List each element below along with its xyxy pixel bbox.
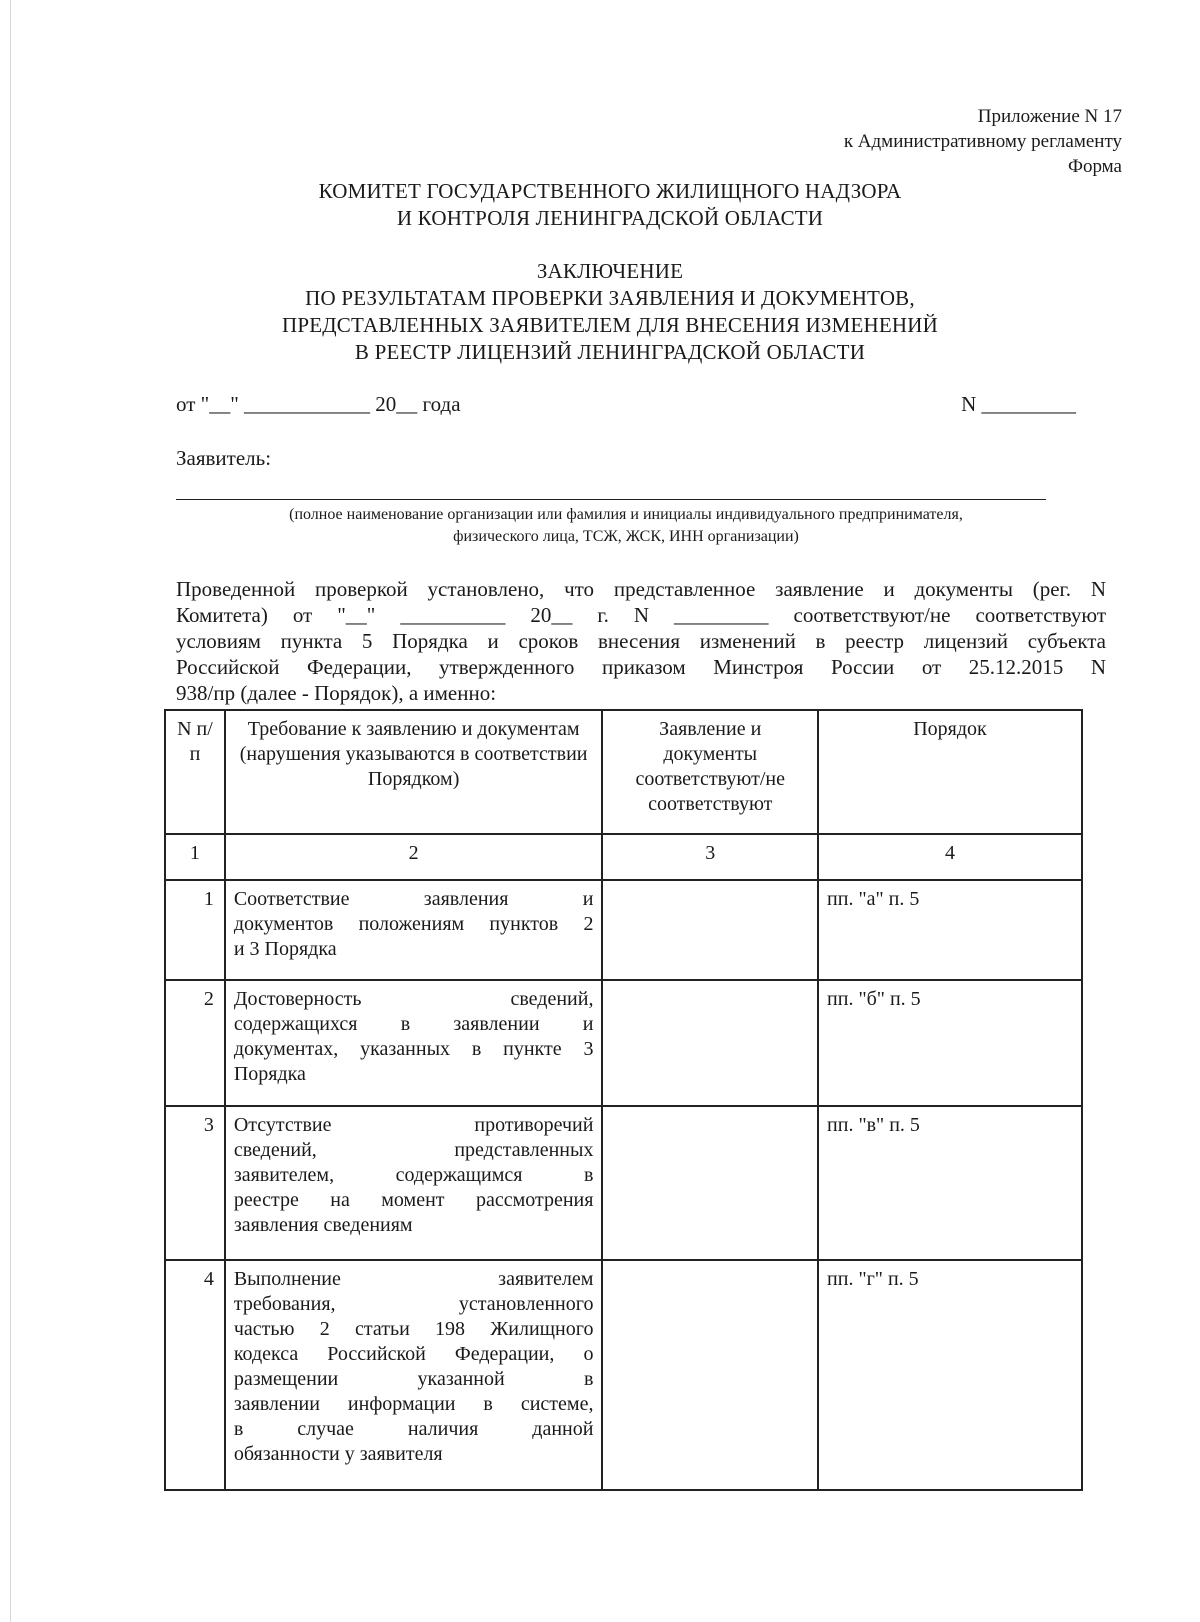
appendix-regulation: к Административному регламенту [843,131,1122,152]
requirement-line: Достоверность сведений, [233,988,594,1010]
requirement-line: Порядка [233,1063,306,1085]
conclusion-line-3: ПРЕДСТАВЛЕННЫХ ЗАЯВИТЕЛЕМ ДЛЯ ВНЕСЕНИЯ ИЗМЕНЕНИЙ [281,313,939,337]
conclusion-line-2: ПО РЕЗУЛЬТАТАМ ПРОВЕРКИ ЗАЯВЛЕНИЯ И ДОКУМЕНТОВ, [305,286,915,310]
requirement-line: Отсутствие противоречий [233,1114,594,1136]
requirement-line: заявления сведениям [233,1214,413,1236]
row-procedure-ref: пп. "а" п. 5 [818,880,1082,980]
check-paragraph-line-5: 938/пр (далее - Порядок), а именно: [176,681,497,705]
applicant-hint [176,504,1076,548]
column-number-1: 1 [165,834,225,880]
requirement-line: Соответствие заявления и [233,888,594,910]
appendix-header [844,104,1122,179]
applicant-hint-line-2: физического лица, ТСЖ, ЖСК, ИНН организации) [453,528,799,545]
row-number: 1 [165,880,225,980]
requirement-line: частью 2 статьи 198 Жилищного [233,1318,594,1340]
row-number: 4 [165,1260,225,1490]
check-paragraph-line-3: условиям пункта 5 Порядка и сроков внесения изменений в реестр лицензий субъекта [176,629,1106,653]
check-paragraph [176,576,1106,706]
table-row [165,880,1082,980]
requirement-line: в случае наличия данной [233,1418,594,1440]
row-compliance-cell [602,1106,818,1260]
appendix-number: Приложение N 17 [977,106,1122,127]
row-compliance-cell [602,880,818,980]
row-requirement [225,880,603,980]
conclusion-line-1: ЗАКЛЮЧЕНИЕ [536,259,684,283]
table-row [165,1106,1082,1260]
committee-line-2: И КОНТРОЛЯ ЛЕНИНГРАДСКОЙ ОБЛАСТИ [396,206,824,230]
requirement-line: размещении указанной в [233,1368,594,1390]
requirement-line: заявлении информации в системе, [233,1393,594,1415]
conclusion-line-4: В РЕЕСТР ЛИЦЕНЗИЙ ЛЕНИНГРАДСКОЙ ОБЛАСТИ [354,340,866,364]
row-compliance-cell [602,980,818,1106]
requirement-line: Выполнение заявителем [233,1268,594,1290]
requirement-line: документов положениям пунктов 2 [233,913,594,935]
committee-line-1: КОМИТЕТ ГОСУДАРСТВЕННОГО ЖИЛИЩНОГО НАДЗОРА [318,179,902,203]
requirement-line: обязанности у заявителя [233,1443,443,1465]
requirement-line: и 3 Порядка [233,938,337,960]
committee-title [170,178,1050,232]
check-paragraph-line-4: Российской Федерации, утвержденного приказом Минстроя России от 25.12.2015 N [176,655,1106,679]
applicant-label: Заявитель: [176,446,272,470]
row-requirement [225,980,603,1106]
check-paragraph-line-2: Комитета) от "__" __________ 20__ г. N _________ соответствуют/не соответствуют [176,603,1106,627]
header-number: N п/п [165,710,225,834]
applicant-hint-line-1: (полное наименование организации или фамилия и инициалы индивидуального предпринимателя, [289,506,963,523]
requirement-line: сведений, представленных [233,1139,594,1161]
date-field: от "__" ____________ 20__ года [176,392,461,416]
appendix-form-label: Форма [1067,156,1122,177]
column-number-row [165,834,1082,880]
check-paragraph-line-1: Проведенной проверкой установлено, что представленное заявление и документы (рег. N [176,577,1106,601]
row-procedure-ref: пп. "г" п. 5 [818,1260,1082,1490]
row-procedure-ref: пп. "в" п. 5 [818,1106,1082,1260]
requirement-line: документах, указанных в пункте 3 [233,1038,594,1060]
row-requirement [225,1106,603,1260]
column-number-3: 3 [602,834,818,880]
table-header-row [165,710,1082,834]
document-number-field: N _________ [961,392,1076,416]
row-procedure-ref: пп. "б" п. 5 [818,980,1082,1106]
requirement-line: содержащихся в заявлении и [233,1013,594,1035]
requirement-line: реестре на момент рассмотрения [233,1189,594,1211]
conclusion-title [170,258,1050,366]
header-requirement: Требование к заявлению и документам (нарушения указываются в соответствии Порядком) [225,710,603,834]
requirement-line: заявителем, содержащимся в [233,1164,594,1186]
row-number: 2 [165,980,225,1106]
requirement-line: требования, установленного [233,1293,594,1315]
table-row [165,1260,1082,1490]
requirements-table [164,709,1083,1491]
table-row [165,980,1082,1106]
row-requirement [225,1260,603,1490]
row-compliance-cell [602,1260,818,1490]
header-procedure: Порядок [818,710,1082,834]
applicant-fill-line [176,499,1046,500]
scan-edge [10,0,11,1622]
requirement-line: кодекса Российской Федерации, о [233,1343,594,1365]
header-compliance: Заявление и документы соответствуют/не соответствуют [602,710,818,834]
column-number-4: 4 [818,834,1082,880]
column-number-2: 2 [225,834,603,880]
row-number: 3 [165,1106,225,1260]
